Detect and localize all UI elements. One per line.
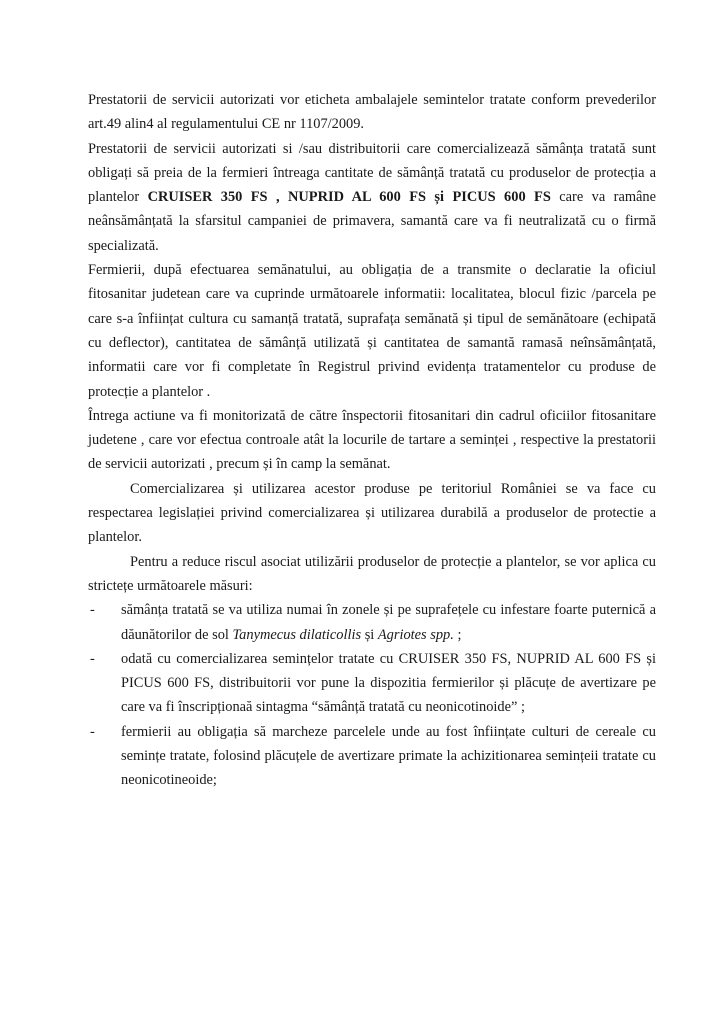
paragraph-farmer-declaration bbox=[88, 258, 656, 404]
bullet-dash: - bbox=[90, 602, 95, 619]
paragraph-text: care va ramâne neânsămânțată la sfarsitul campaniei de primavera, samantă care va fi neutralizată cu o firmă specializată. bbox=[88, 189, 656, 254]
measures-list bbox=[88, 598, 656, 792]
species-name: Agriotes spp. bbox=[377, 626, 454, 643]
bullet-dash: - bbox=[90, 723, 95, 740]
species-name: Tanymecus dilaticollis bbox=[232, 626, 362, 643]
paragraph-labeling bbox=[88, 88, 656, 137]
document-body bbox=[88, 88, 656, 793]
paragraph-text: Întrega actiune va fi monitorizată de către înspectorii fitosanitari din cadrul oficiilor fitosanitare judetene , care vor efectua controale atât la locurile de tartare a seminței , respective la prestatorii de servicii autorizati , precum și în camp la semănat. bbox=[88, 407, 656, 473]
product-name-cruiser: CRUISER 350 FS bbox=[147, 189, 268, 206]
conjunction: și bbox=[361, 626, 378, 643]
paragraph-commercialization bbox=[88, 477, 656, 550]
list-item bbox=[88, 720, 656, 793]
list-item-text: fermierii au obligația să marcheze parcelele unde au fost înființate culturi de cereale cu semințe tratate, folosind plăcuțele de avertizare primate la achizitionarea semințeii tratate cu neonicotineoide; bbox=[121, 723, 656, 789]
product-name-nuprid: NUPRID AL 600 FS bbox=[288, 189, 427, 206]
list-item bbox=[88, 598, 656, 647]
paragraph-text: Fermierii, după efectuarea semănatului, au obligația de a transmite o declaratie la oficiul fitosanitar judetean care va cuprinde următoarele informatii: localitatea, blocul fizic /parcela pe care s-a înființat cultura cu samanță tratată, suprafața semănată și tipul de semănătoare (echipată cu deflector), cantitatea de sămânță utilizată și cantitatea de samantă ramasă neînsămânțată, informatii care vor fi completate în Registrul privind evidența tratamentelor cu produse de protecție a plantelor . bbox=[88, 262, 656, 400]
list-item-text: ; bbox=[453, 626, 462, 643]
list-item bbox=[88, 647, 656, 720]
separator: , bbox=[267, 189, 289, 206]
product-name-picus: PICUS 600 FS bbox=[452, 189, 551, 206]
conjunction: și bbox=[426, 189, 453, 206]
bullet-dash: - bbox=[90, 650, 95, 667]
paragraph-text: Pentru a reduce riscul asociat utilizării produselor de protecție a plantelor, se vor aplica cu strictețe următoarele măsuri: bbox=[88, 553, 656, 594]
paragraph-monitoring bbox=[88, 404, 656, 477]
list-item-text: sămânța tratată se va utiliza numai în zonele și pe suprafețele cu infestare foarte puternică a dăunătorilor de sol bbox=[121, 602, 656, 643]
paragraph-text: Comercializarea și utilizarea acestor produse pe teritoriul României se va face cu respectarea legislației privind comercializarea și utilizarea durabilă a produselor de protectie a plantelor. bbox=[88, 480, 656, 546]
paragraph-text: Prestatorii de servicii autorizati si /sau distribuitorii care comercializează sămânța tratată sunt obligați să preia de la fermieri întreaga cantitate de sămânță tratată cu produselor de protecția a plantelor bbox=[88, 140, 656, 206]
paragraph-return-obligation bbox=[88, 137, 656, 258]
paragraph-text: Prestatorii de servicii autorizati vor eticheta ambalajele semintelor tratate conform prevederilor art.49 alin4 al regulamentului CE nr 1107/2009. bbox=[88, 92, 656, 133]
paragraph-risk-measures-intro bbox=[88, 550, 656, 599]
list-item-text: odată cu comercializarea semințelor tratate cu CRUISER 350 FS, NUPRID AL 600 FS și PICUS 600 FS, distribuitorii vor pune la dispozitia fermierilor și plăcuțe de avertizare pe care va fi înscripționaă sintagma “sămânță tratată cu neonicotinoide” ; bbox=[121, 650, 656, 716]
